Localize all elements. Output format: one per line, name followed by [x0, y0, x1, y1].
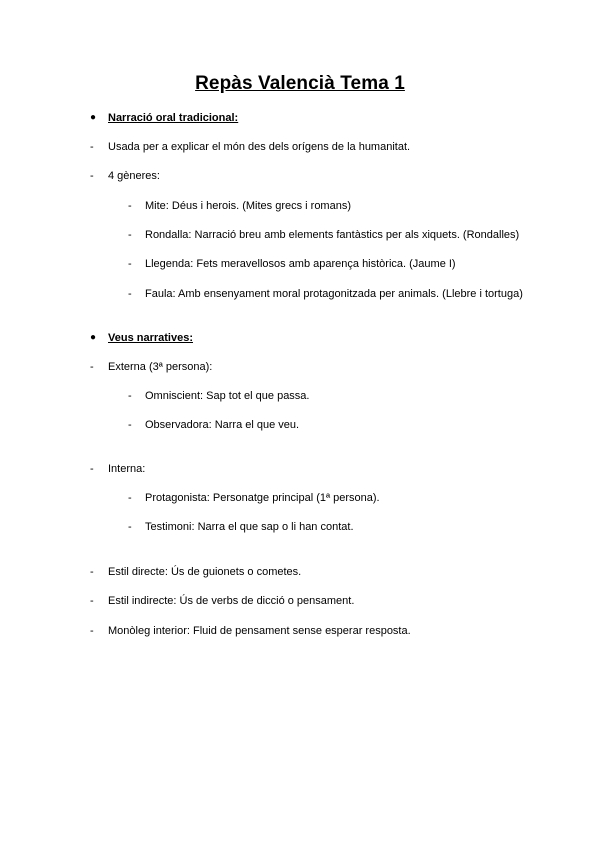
bullet-icon: ●	[90, 112, 97, 123]
dash-icon: -	[128, 521, 132, 533]
dash-icon: -	[90, 595, 94, 607]
dash-icon: -	[128, 419, 132, 431]
document-title: Repàs Valencià Tema 1	[195, 73, 405, 94]
list-item-monoleg: Monòleg interior: Fluid de pensament sense esperar resposta.	[108, 625, 411, 637]
section-heading-veus: Veus narratives:	[108, 332, 193, 344]
list-item-interna: Interna:	[108, 463, 146, 475]
dash-icon: -	[90, 170, 94, 182]
dash-icon: -	[128, 258, 132, 270]
sub-item-observadora: Observadora: Narra el que veu.	[145, 419, 300, 431]
sub-item-protagonista: Protagonista: Personatge principal (1ª persona).	[145, 492, 380, 504]
list-item: Usada per a explicar el món des dels orígens de la humanitat.	[108, 141, 411, 153]
dash-icon: -	[90, 361, 94, 373]
genre-item-faula: Faula: Amb ensenyament moral protagonitzada per animals. (Llebre i tortuga)	[145, 288, 523, 300]
dash-icon: -	[128, 390, 132, 402]
dash-icon: -	[128, 229, 132, 241]
section-heading-narracio: Narració oral tradicional:	[108, 112, 239, 124]
dash-icon: -	[128, 288, 132, 300]
dash-icon: -	[128, 492, 132, 504]
sub-item-testimoni: Testimoni: Narra el que sap o li han contat.	[145, 521, 354, 533]
dash-icon: -	[90, 141, 94, 153]
list-item-estil-directe: Estil directe: Ús de guionets o cometes.	[108, 566, 302, 578]
genre-item-rondalla: Rondalla: Narració breu amb elements fantàstics per als xiquets. (Rondalles)	[145, 229, 520, 241]
dash-icon: -	[90, 463, 94, 475]
genre-item-mite: Mite: Déus i herois. (Mites grecs i romans)	[145, 200, 351, 212]
dash-icon: -	[90, 566, 94, 578]
bullet-icon: ●	[90, 332, 97, 343]
list-item-estil-indirecte: Estil indirecte: Ús de verbs de dicció o pensament.	[108, 595, 355, 607]
dash-icon: -	[128, 200, 132, 212]
genre-item-llegenda: Llegenda: Fets meravellosos amb aparença històrica. (Jaume I)	[145, 258, 456, 270]
list-item-externa: Externa (3ª persona):	[108, 361, 213, 373]
list-item: 4 gèneres:	[108, 170, 160, 182]
dash-icon: -	[90, 625, 94, 637]
sub-item-omniscient: Omniscient: Sap tot el que passa.	[145, 390, 310, 402]
